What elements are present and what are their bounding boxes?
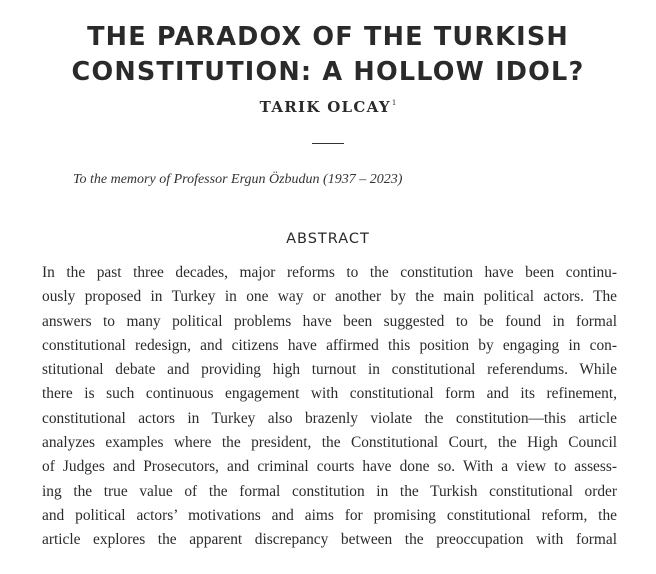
abstract-body <box>42 261 617 553</box>
abstract-line: there is such continuous engagement with constitutional form and its refinement, <box>42 385 617 403</box>
abstract-line: constitutional actors in Turkey also brazenly violate the constitution—this article <box>42 409 617 427</box>
title-divider <box>312 143 344 144</box>
abstract-heading: ABSTRACT <box>286 231 370 247</box>
abstract-line: constitutional redesign, and citizens have affirmed this position by engaging in con- <box>42 336 617 354</box>
author-name <box>0 98 656 116</box>
author-footnote-marker[interactable]: 1 <box>391 99 397 107</box>
article-title-line-2: CONSTITUTION: A HOLLOW IDOL? <box>71 57 585 87</box>
abstract-line: answers to many political problems have been suggested to be found in formal <box>42 312 617 330</box>
article-title-line-1: THE PARADOX OF THE TURKISH <box>87 22 569 52</box>
abstract-line: stitutional debate and providing high turnout in constitutional referendums. While <box>42 361 617 379</box>
abstract-line: and political actors’ motivations and aims for promising constitutional reform, the <box>42 506 617 524</box>
abstract-line: ing the true value of the formal constitution in the Turkish constitutional order <box>42 482 617 500</box>
author-name-text: TARIK OLCAY <box>259 98 391 116</box>
abstract-line: ously proposed in Turkey in one way or another by the main political actors. The <box>42 288 617 306</box>
article-title <box>0 20 656 90</box>
abstract-line: article explores the apparent discrepancy between the preoccupation with formal <box>42 531 617 549</box>
abstract-line: of Judges and Prosecutors, and criminal courts have done so. With a view to assess- <box>42 458 617 476</box>
dedication: To the memory of Professor Ergun Özbudun (1937 – 2023) <box>73 172 403 187</box>
abstract-line: analyzes examples where the president, the Constitutional Court, the High Council <box>42 434 617 452</box>
abstract-line: In the past three decades, major reforms to the constitution have been continu- <box>42 264 617 281</box>
